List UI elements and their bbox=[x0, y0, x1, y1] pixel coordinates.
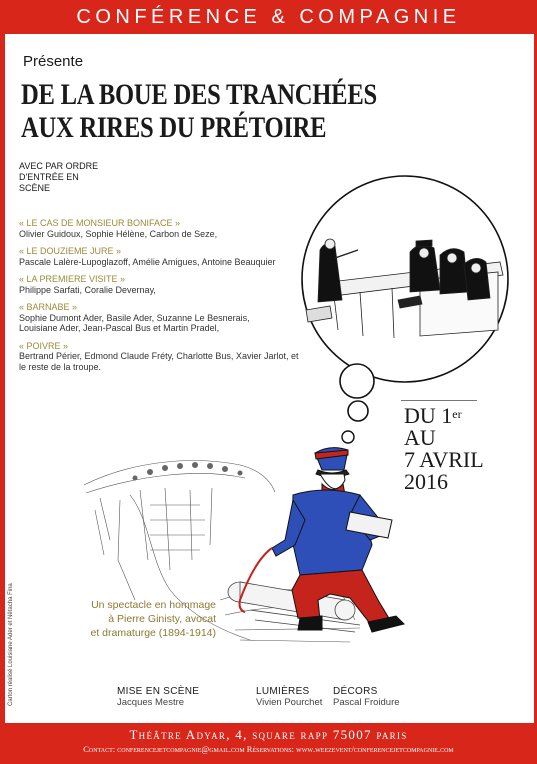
side-credit: Carton réalisé Louisiane Ader et Nêtacha Fina bbox=[8, 583, 14, 706]
play-title: « POIVRE » bbox=[19, 340, 69, 351]
play-cast: Sophie Dumont Ader, Basile Ader, Suzanne Le Besnerais, Louisiane Ader, Jean-Pascal Bus et Martin Pradel, bbox=[19, 312, 250, 333]
credit-name: Vivien Pourchet bbox=[256, 697, 323, 708]
play-title: « LE CAS DE MONSIEUR BONIFACE » bbox=[19, 218, 181, 228]
play-item bbox=[19, 274, 309, 295]
date-divider bbox=[401, 400, 477, 401]
tribute-line-2: à Pierre Ginisty, avocat bbox=[108, 613, 216, 625]
play-cast: Bertrand Périer, Edmond Claude Fréty, Charlotte Bus, Xavier Jarlot, et le reste de la troupe. bbox=[19, 351, 299, 372]
venue-address: Théâtre Adyar, 4, square rapp 75007 paris bbox=[129, 727, 408, 742]
show-title bbox=[21, 78, 377, 144]
credit-staging bbox=[117, 686, 199, 708]
plays-list bbox=[19, 218, 309, 379]
presents-label: Présente bbox=[23, 53, 84, 70]
title-line-2: AUX RIRES DU PRÉTOIRE bbox=[21, 111, 327, 144]
footer-band bbox=[0, 723, 537, 764]
play-cast: Olivier Guidoux, Sophie Hélène, Carbon de Seze, bbox=[19, 228, 218, 239]
date-au: AU bbox=[404, 425, 436, 450]
date-du: DU 1 bbox=[404, 403, 453, 428]
play-item bbox=[19, 302, 309, 334]
credit-role: LUMIÈRES bbox=[256, 686, 310, 697]
date-block bbox=[404, 405, 484, 493]
credit-lights bbox=[256, 686, 322, 708]
play-title: « LA PREMIERE VISITE » bbox=[19, 274, 126, 284]
play-cast: Pascale Lalère-Lupoglazoff, Amélie Amigues, Antoine Beauquier bbox=[19, 256, 276, 267]
title-line-1: DE LA BOUE DES TRANCHÉES bbox=[21, 78, 377, 111]
date-start bbox=[404, 405, 484, 427]
credit-sets bbox=[333, 686, 400, 708]
credit-name: Jacques Mestre bbox=[117, 697, 185, 708]
credit-role: DÉCORS bbox=[333, 686, 378, 697]
tribute-text bbox=[46, 598, 216, 640]
credit-name: Pascal Froidure bbox=[333, 697, 400, 708]
play-item bbox=[19, 341, 309, 373]
play-item bbox=[19, 246, 309, 267]
date-sup: er bbox=[452, 407, 462, 421]
tribute-line-1: Un spectacle en hommage bbox=[91, 599, 216, 611]
date-year: 2016 bbox=[404, 469, 448, 494]
play-title: « LE DOUZIEME JURE » bbox=[19, 246, 122, 256]
date-end: 7 AVRIL bbox=[404, 447, 484, 472]
cast-intro: AVEC PAR ORDRE D'ENTRÉE EN SCÈNE bbox=[19, 161, 99, 193]
play-cast: Philippe Sarfati, Coralie Devernay, bbox=[19, 284, 156, 295]
play-item bbox=[19, 218, 309, 239]
company-name: CONFÉRENCE & COMPAGNIE bbox=[76, 5, 461, 28]
credit-role: MISE EN SCÈNE bbox=[117, 686, 200, 697]
contact-line: Contact: conferencejetcompagnie@gmail.com Réservations: www.weezevent/conferencejetcompagnie.com bbox=[83, 744, 454, 754]
tribute-line-3: et dramaturge (1894-1914) bbox=[90, 627, 216, 639]
play-title: « BARNABE » bbox=[19, 302, 78, 312]
